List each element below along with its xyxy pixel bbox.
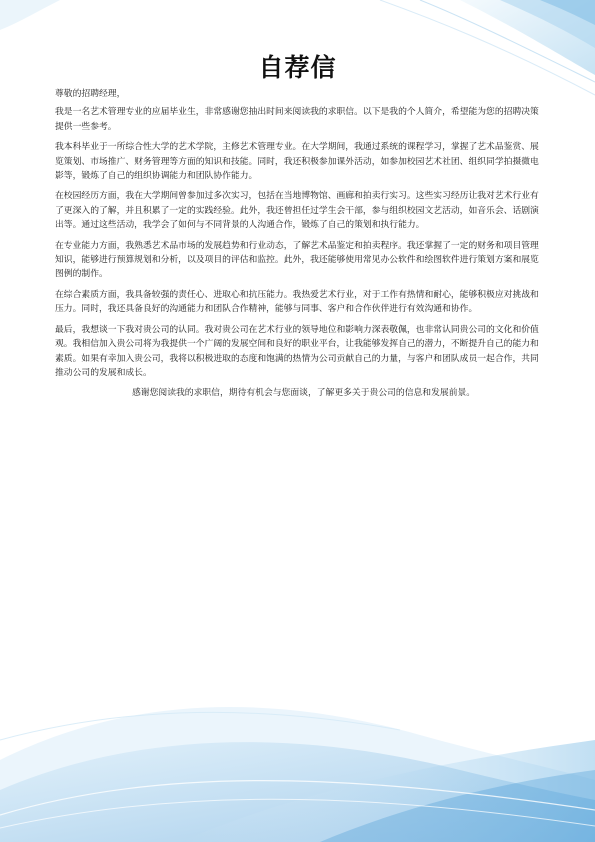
greeting: 尊敬的招聘经理， <box>55 89 126 99</box>
letter-body <box>55 87 545 407</box>
page-title: 自荐信 <box>258 53 337 82</box>
paragraph-personal-qualities: 在综合素质方面，我具备较强的责任心、进取心和抗压能力。我热爱艺术行业，对于工作有热情和耐心，能够积极应对挑战和压力。同时，我还具备良好的沟通能力和团队合作精神，能够与同事、客户和合作伙伴进行有效沟通和协作。 <box>55 289 539 315</box>
paragraph-campus-experience: 在校园经历方面，我在大学期间曾参加过多次实习，包括在当地博物馆、画廊和拍卖行实习。这些实习经历让我对艺术行业有了更深入的了解，并且积累了一定的实践经验。此外，我还曾担任过学生会干部，参与组织校园文艺活动，如音乐会、话剧演出等。通过这些活动，我学会了如何与不同背景的人沟通合作，锻炼了自己的策划和执行能力。 <box>55 191 539 231</box>
paragraph-education: 我本科毕业于一所综合性大学的艺术学院，主修艺术管理专业。在大学期间，我通过系统的课程学习，掌握了艺术品鉴赏、展览策划、市场推广、财务管理等方面的知识和技能。同时，我还积极参加课外活动，如参加校园艺术社团、组织同学拍摄微电影等，锻炼了自己的组织协调能力和团队协作能力。 <box>55 142 539 182</box>
paragraph-professional-skills: 在专业能力方面，我熟悉艺术品市场的发展趋势和行业动态，了解艺术品鉴定和拍卖程序。我还掌握了一定的财务和项目管理知识，能够进行预算规划和分析，以及项目的评估和监控。此外，我还能够使用常见办公软件和绘图软件进行策划方案和展览图例的制作。 <box>55 240 539 280</box>
closing-line: 感谢您阅读我的求职信，期待有机会与您面谈，了解更多关于贵公司的信息和发展前景。 <box>132 388 476 399</box>
paragraph-intro: 我是一名艺术管理专业的应届毕业生，非常感谢您抽出时间来阅读我的求职信。以下是我的个人简介，希望能为您的招聘决策提供一些参考。 <box>55 107 539 132</box>
paragraph-company-recognition: 最后，我想谈一下我对贵公司的认同。我对贵公司在艺术行业的领导地位和影响力深表敬佩，也非常认同贵公司的文化和价值观。我相信加入贵公司将为我提供一个广阔的发展空间和良好的职业平台，让我能够发挥自己的潜力，不断提升自己的能力和素质。如果有幸加入贵公司，我将以积极进取的态度和饱满的热情为公司贡献自己的力量，与客户和团队成员一起合作，共同推动公司的发展和成长。 <box>55 324 539 378</box>
